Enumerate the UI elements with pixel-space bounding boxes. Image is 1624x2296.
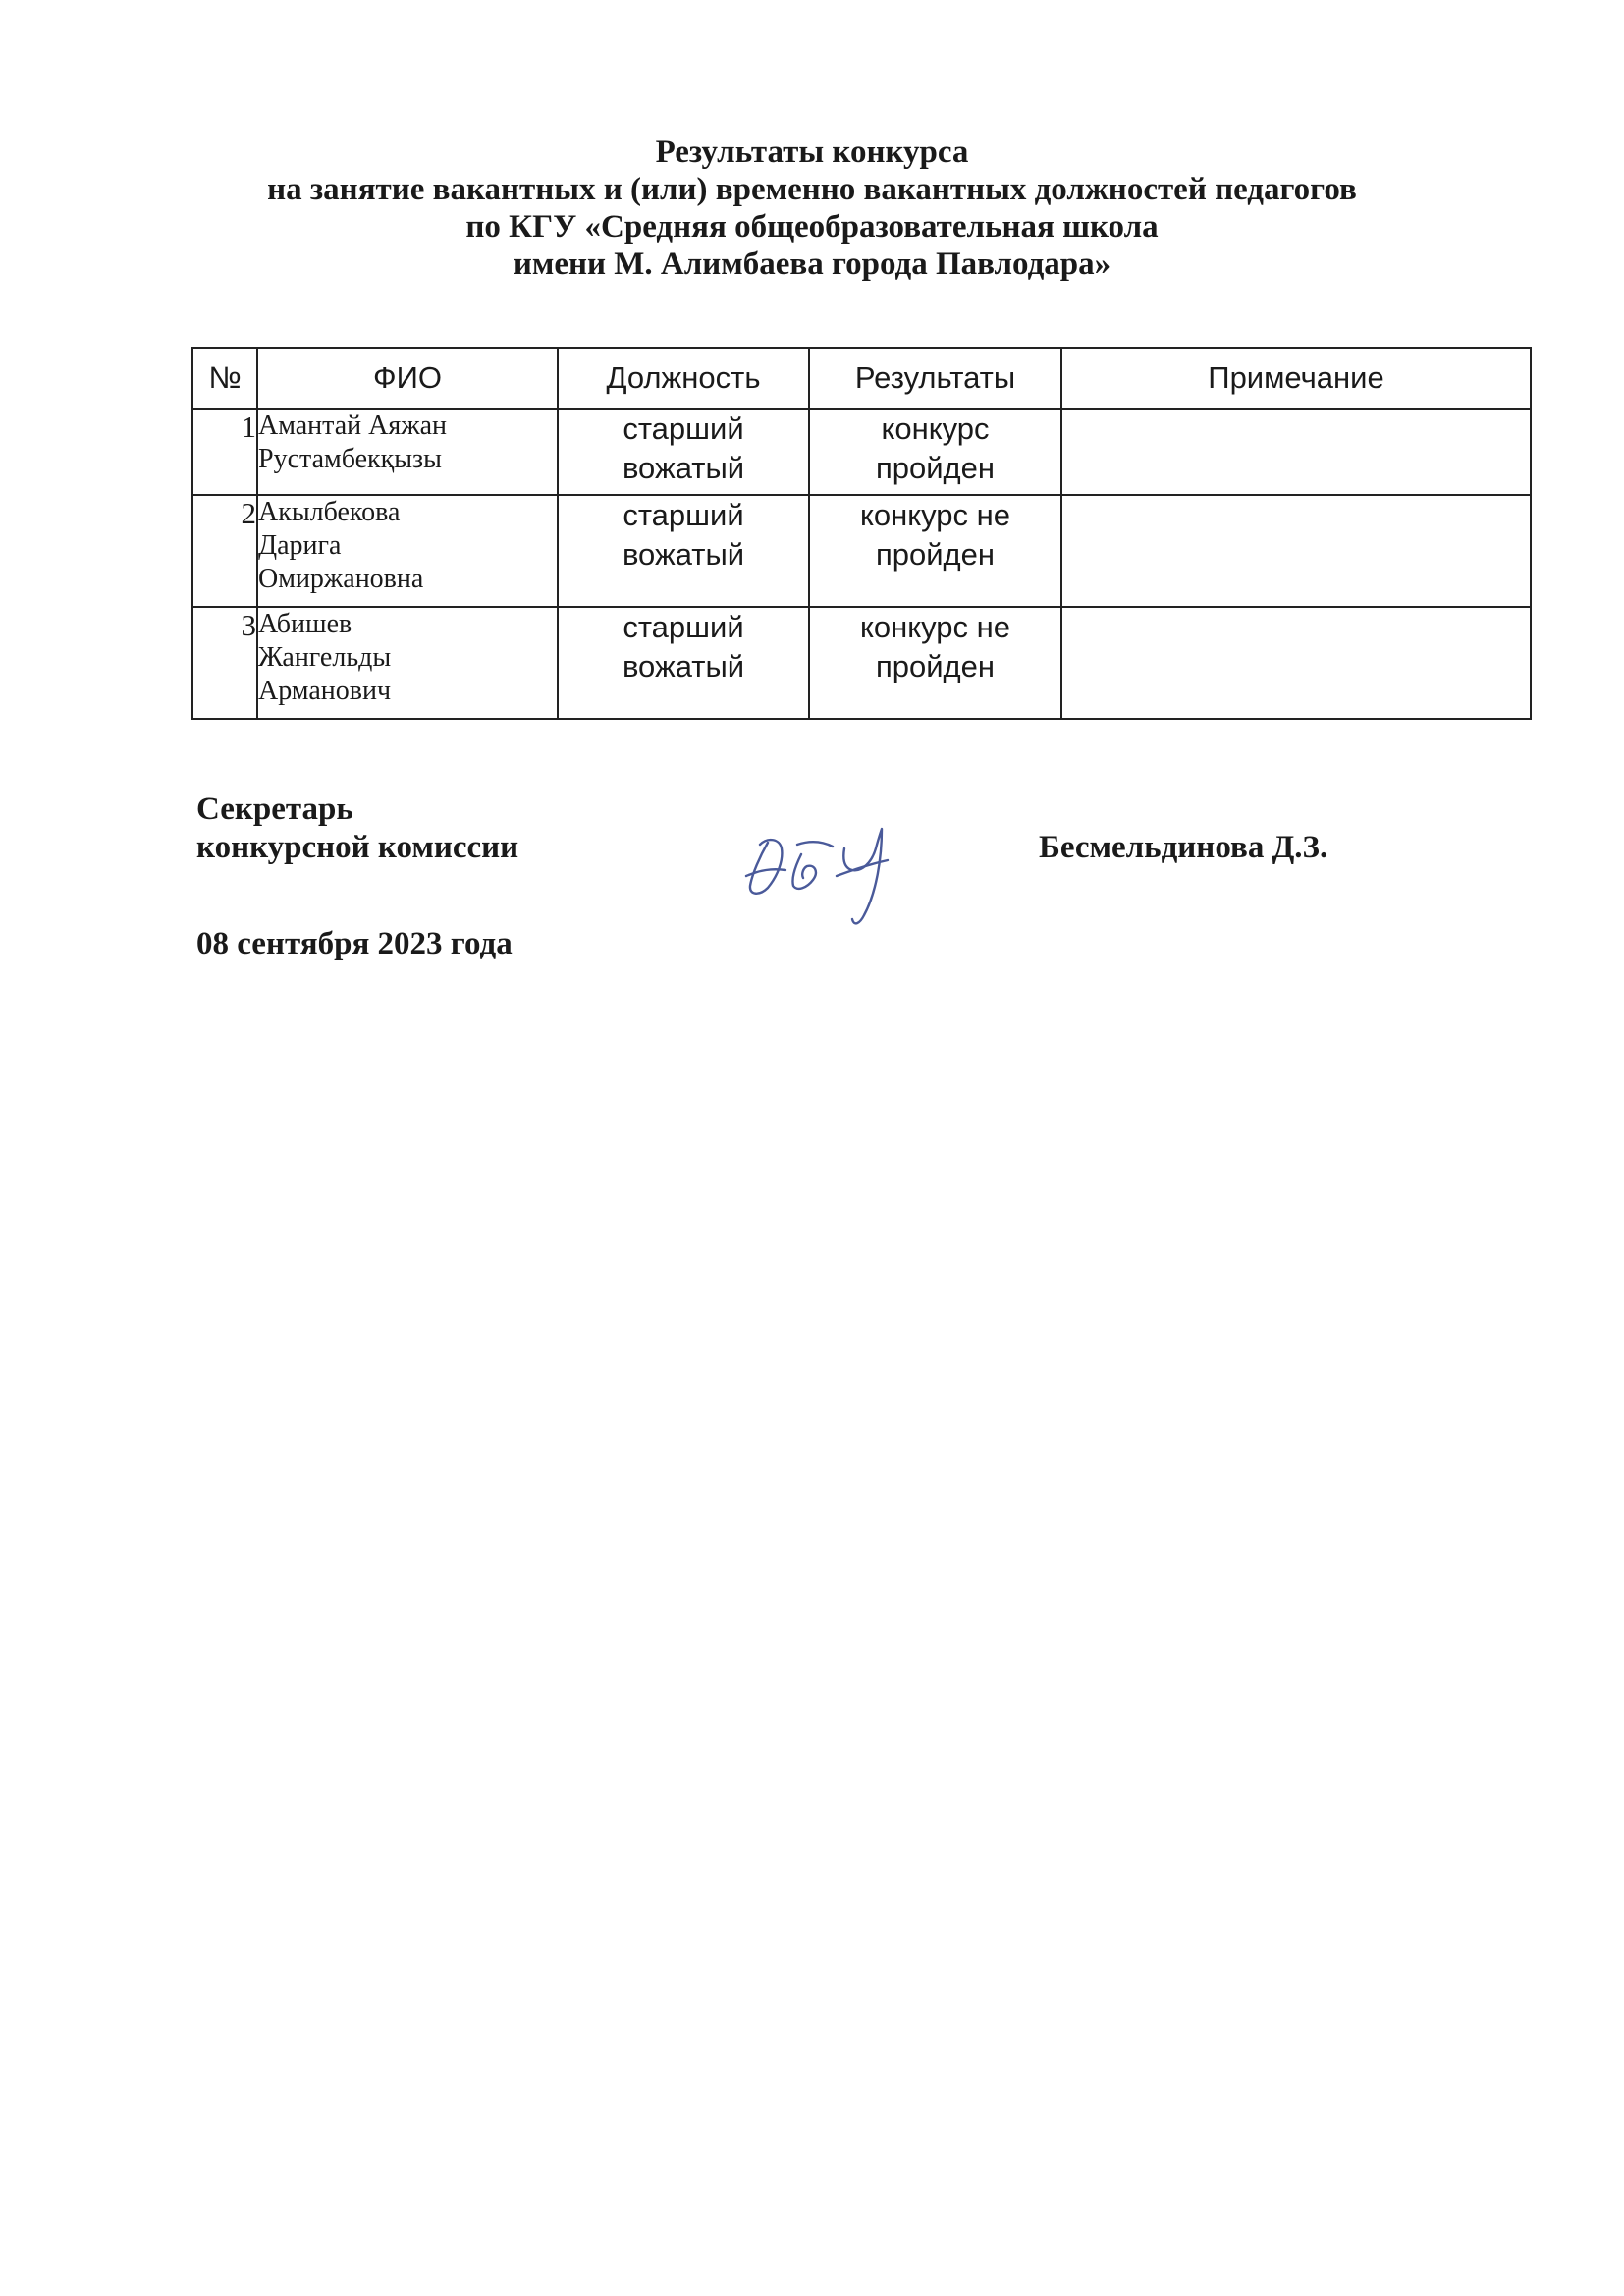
result-line: конкурс не (859, 610, 1011, 644)
position-line: вожатый (622, 537, 745, 572)
position-line: старший (623, 411, 744, 446)
table-row (192, 409, 1531, 495)
row-number: 1 (192, 409, 257, 495)
header-name: ФИО (257, 348, 558, 409)
results-table (191, 347, 1532, 720)
candidate-name (257, 495, 558, 607)
table-row (192, 495, 1531, 607)
signature-stroke (797, 842, 833, 847)
position-line: старший (623, 610, 744, 644)
name-line: Жангельды (258, 642, 392, 673)
candidate-position (558, 607, 809, 719)
name-line: Дарига (258, 530, 342, 561)
candidate-result (809, 607, 1061, 719)
candidate-note (1061, 409, 1531, 495)
document-heading (0, 134, 1624, 283)
result-line: конкурс (881, 411, 990, 446)
candidate-result (809, 495, 1061, 607)
candidate-note (1061, 495, 1531, 607)
header-position: Должность (558, 348, 809, 409)
signature-stroke (750, 840, 782, 894)
heading-title: Результаты конкурса (655, 135, 969, 170)
table-header-row (192, 348, 1531, 409)
heading-line-4: имени М. Алимбаева города Павлодара» (513, 246, 1111, 282)
candidate-result (809, 409, 1061, 495)
heading-line-2: на занятие вакантных и (или) временно вакантных должностей педагогов (267, 172, 1357, 207)
header-note: Примечание (1061, 348, 1531, 409)
result-line: пройден (875, 537, 996, 572)
name-line: Акылбекова (258, 497, 401, 527)
name-line: Амантай Аяжан (258, 410, 448, 441)
candidate-name (257, 409, 558, 495)
signer-title-line-2: конкурсной комиссии (196, 830, 519, 865)
position-line: вожатый (622, 451, 745, 485)
result-line: пройден (875, 649, 996, 683)
signature-stroke (843, 829, 882, 923)
handwritten-signature (738, 805, 935, 943)
name-line: Абишев (258, 609, 352, 639)
candidate-position (558, 495, 809, 607)
header-num: № (192, 348, 257, 409)
row-number: 3 (192, 607, 257, 719)
heading-line-3: по КГУ «Средняя общеобразовательная школа (465, 209, 1159, 245)
header-result: Результаты (809, 348, 1061, 409)
document-date: 08 сентября 2023 года (196, 926, 513, 961)
signature-stroke (792, 854, 815, 889)
signer-title-line-1: Секретарь (196, 792, 353, 827)
name-line: Арманович (258, 676, 392, 706)
result-line: пройден (875, 451, 996, 485)
row-number: 2 (192, 495, 257, 607)
candidate-note (1061, 607, 1531, 719)
position-line: вожатый (622, 649, 745, 683)
name-line: Омиржановна (258, 564, 424, 594)
candidate-position (558, 409, 809, 495)
position-line: старший (623, 498, 744, 532)
signer-name: Бесмельдинова Д.З. (1039, 830, 1328, 865)
signer-title (196, 791, 518, 867)
candidate-name (257, 607, 558, 719)
result-line: конкурс не (859, 498, 1011, 532)
table-row (192, 607, 1531, 719)
name-line: Рустамбекқызы (258, 444, 442, 474)
